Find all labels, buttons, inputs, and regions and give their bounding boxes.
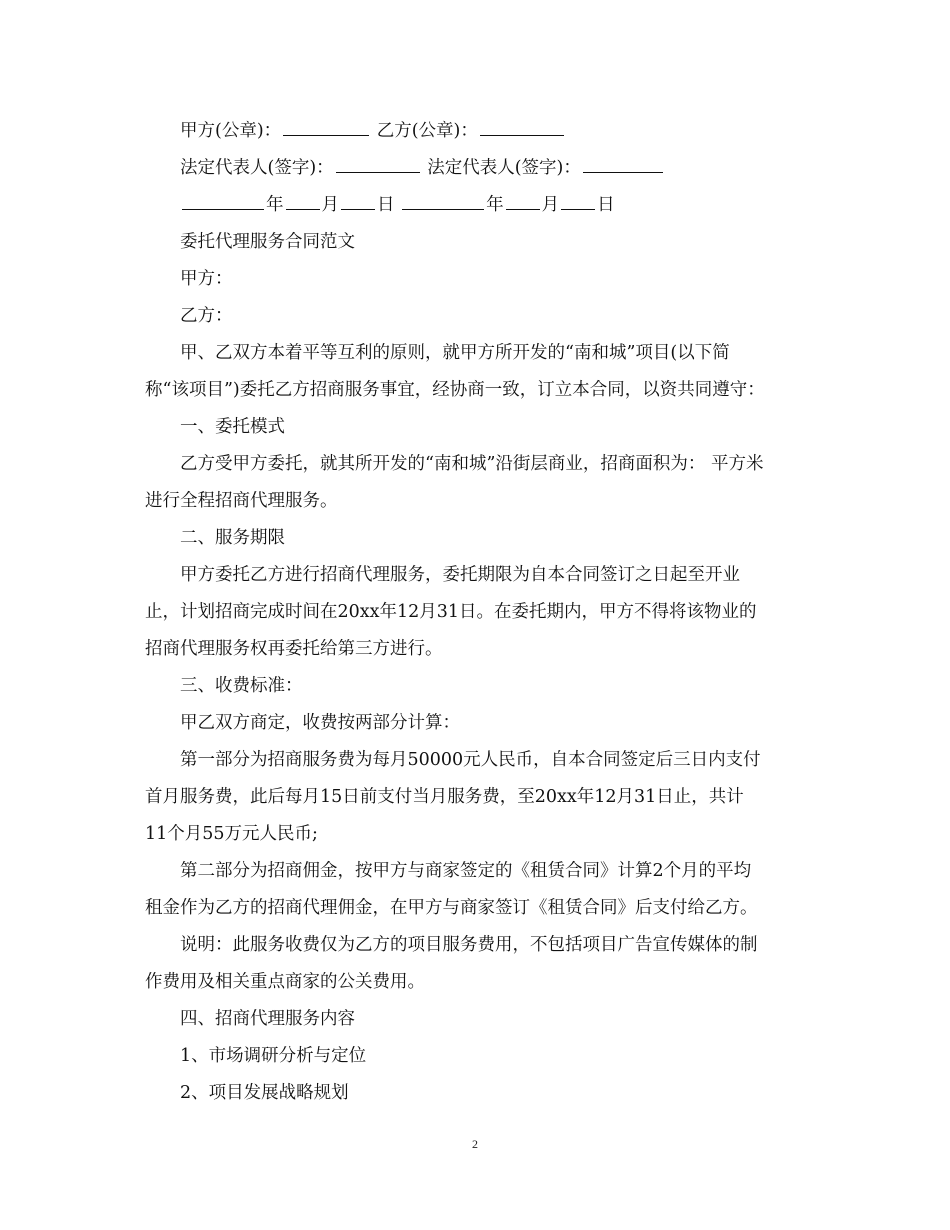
section-1-para-line-2: 进行全程招商代理服务。 [145,491,338,511]
section-2-para-line-2: 止，计划招商完成时间在20xx年12月31日。在委托期内，甲方不得将该物业的 [145,602,757,622]
section-4-item-1: 1、市场调研分析与定位 [180,1046,367,1066]
section-3-heading: 三、收费标准： [180,676,303,696]
party-b-line: 乙方： [180,306,233,326]
section-4-item-2: 2、项目发展战略规划 [180,1083,349,1103]
seal-line [145,113,805,150]
month-b-label: 月 [541,195,560,215]
document-title: 委托代理服务合同范文 [180,232,355,252]
section-3-para-3-line-1: 第二部分为招商佣金，按甲方与商家签定的《租赁合同》计算2个月的平均 [180,861,752,881]
day-a-blank [341,191,375,210]
section-3-para-3-line-2: 租金作为乙方的招商代理佣金，在甲方与商家签订《租赁合同》后支付给乙方。 [145,898,758,918]
section-2-para-line-3: 招商代理服务权再委托给第三方进行。 [145,639,443,659]
preamble-line-1: 甲、乙双方本着平等互利的原则，就甲方所开发的“南和城”项目(以下简 [180,343,730,363]
day-b-label: 日 [597,195,615,215]
year-b-label: 年 [486,195,504,215]
section-2-para-line-1: 甲方委托乙方进行招商代理服务，委托期限为自本合同签订之日起至开业 [180,565,740,585]
party-b-seal-label: 乙方(公章)： [376,121,478,141]
year-b-blank [402,191,484,210]
year-a-blank [182,191,264,210]
section-3-note-line-1: 说明：此服务收费仅为乙方的项目服务费用，不包括项目广告宣传媒体的制 [180,935,758,955]
party-a-seal-blank [283,117,369,136]
preamble-line-2: 称“该项目”)委托乙方招商服务事宜，经协商一致，订立本合同，以资共同遵守： [145,380,765,400]
legal-rep-a-blank [336,154,420,173]
section-3-para-2-line-3: 11个月55万元人民币; [145,824,318,844]
section-3-para-2-line-1: 第一部分为招商服务费为每月50000元人民币，自本合同签定后三日内支付 [180,750,761,770]
day-b-blank [561,191,595,210]
party-b-seal-blank [480,117,564,136]
day-a-label: 日 [377,195,395,215]
section-3-para-2-line-2: 首月服务费，此后每月15日前支付当月服务费，至20xx年12月31日止，共计 [145,787,744,807]
party-a-line: 甲方： [180,269,233,289]
section-4-heading: 四、招商代理服务内容 [180,1009,355,1029]
legal-rep-b-label: 法定代表人(签字)： [427,158,581,178]
party-a-seal-label: 甲方(公章)： [180,121,282,141]
document-body [145,113,805,1112]
legal-rep-a-label: 法定代表人(签字)： [180,158,334,178]
month-a-blank [286,191,320,210]
section-3-note-line-2: 作费用及相关重点商家的公关费用。 [145,972,425,992]
month-a-label: 月 [321,195,339,215]
date-line [145,187,805,224]
legal-rep-b-blank [583,154,663,173]
month-b-blank [506,191,540,210]
section-2-heading: 二、服务期限 [180,528,285,548]
section-1-para-line-1: 乙方受甲方委托，就其所开发的“南和城”沿街层商业，招商面积为： 平方米 [180,454,764,474]
page-number: 2 [472,1137,478,1151]
section-1-heading: 一、委托模式 [180,417,285,437]
year-a-label: 年 [266,195,284,215]
legal-rep-line [145,150,805,187]
section-3-para-1: 甲乙双方商定，收费按两部分计算： [180,713,460,733]
